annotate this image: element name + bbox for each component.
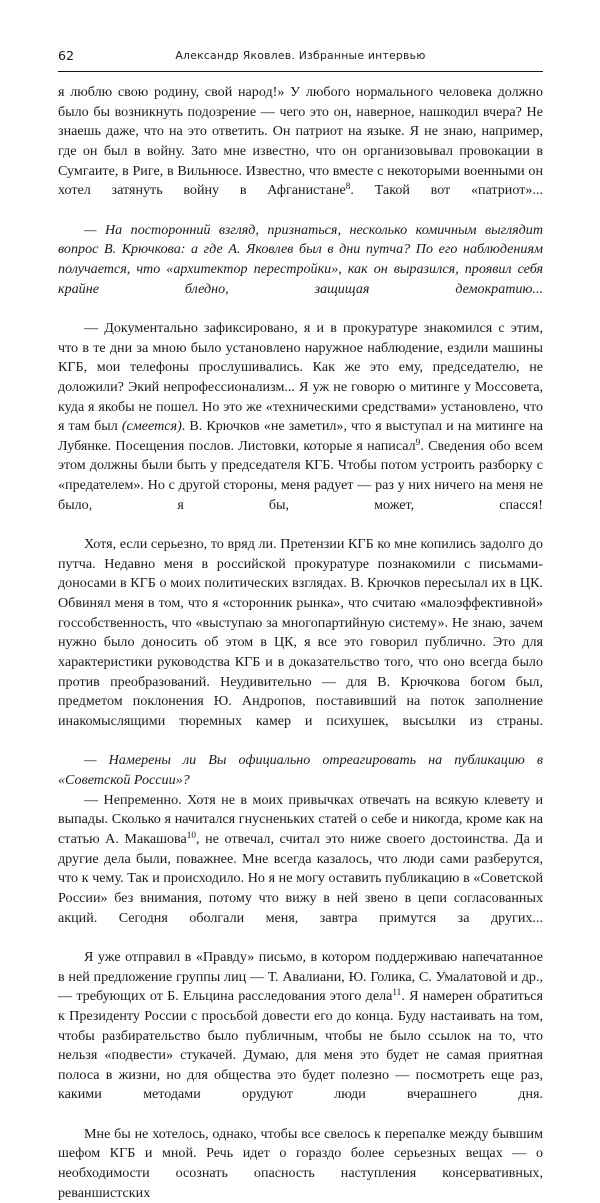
paragraph-text-tail: . Такой вот «патриот»... xyxy=(350,182,543,199)
answer-text-part-3: . Сведения обо всем этом должны были быть у председателя КГБ. Чтобы потом устроить разборку с «предателем». Но с другой стороны, меня радует — раз у них ничего на меня не было, я бы, может, спасся! xyxy=(58,437,543,513)
paragraph-answer-3 xyxy=(58,791,543,948)
paragraph-answer-1 xyxy=(58,319,543,535)
answer-text-part-1: — Документально зафиксировано, я и в прокуратуре знакомился с этим, что в те дни за мною было установлено наружное наблюдение, ездили машины КГБ, мои телефоны прослушивались. Как же это ему, председателю, не доложили? Экий непрофессионализм... Я уж не говорю о митинге у Моссовета, куда я якобы не пошел. Но это же «техническими средствами» установлено, что я там был xyxy=(58,319,543,435)
page-content xyxy=(58,48,543,1203)
answer4-text-part-1: Я уже отправил в «Правду» письмо, в котором поддерживаю напечатанное в ней предложение группы лиц — Т. Авалиани, Ю. Голика, С. Умалатовой и др., — требующих от Б. Ельцина расследования этого дела xyxy=(58,948,543,1005)
footnote-marker-8: 8 xyxy=(345,182,351,193)
footnote-marker-9: 9 xyxy=(415,437,421,448)
running-head xyxy=(58,48,543,68)
body-text-column xyxy=(58,83,543,1203)
paragraph-answer-2: Хотя, если серьезно, то вряд ли. Претензии КГБ ко мне копились задолго до путча. Недавно меня в российской прокуратуре познакомили с письмами-доносами в КГБ о моих политических взглядах. В. Крючков пересылал их в ЦК. Обвинял меня в том, что я «сторонник рынка», что считаю «малоэффективной» госсобственность, что «выступаю за многопартийную систему». Не знаю, зачем нужно было доносить об этом в ЦК, я все это говорил публично. Это для характеристики руководства КГБ и в доказательство того, что оно всегда было против преобразований. Неудивительно — для В. Крючкова богом был, предметом поклонения Ю. Андропов, поставивший на поток заполнение инакомыслящими тюремных камер и психушек, высылки из страны. xyxy=(58,536,543,729)
page-number: 62 xyxy=(58,48,75,63)
paragraph-continued xyxy=(58,83,543,221)
paragraph-question-2: — Намерены ли Вы официально отреагировать на публикацию в «Советской России»? xyxy=(58,752,543,788)
footnote-marker-10: 10 xyxy=(186,831,197,842)
footnote-marker-11: 11 xyxy=(392,988,402,999)
answer-text-part-2: . В. Крючков «не заметил», что я выступал и на митинге на Лубянке. Посещения послов. Листовки, которые я написал xyxy=(58,418,544,454)
paragraph-answer-5: Мне бы не хотелось, однако, чтобы все свелось к перепалке между бывшим шефом КГБ и мной. Речь идет о гораздо более серьезных вещах — о необходимости осознать опасность наступления консервативных, реваншистских xyxy=(58,1125,543,1201)
paragraph-question-1: — На посторонний взгляд, признаться, несколько комичным выглядит вопрос В. Крючкова: а где А. Яковлев был в дни путча? По его наблюдениям получается, что «архитектор перестройки», как он выразился, проявил себя крайне бледно, защищая демократию... xyxy=(58,221,543,297)
stage-direction: (смеется) xyxy=(121,418,182,435)
answer3-text-part-2: , не отвечал, считал это ниже своего достоинства. Да и другие дела были, поважнее. Мне всегда казалось, что люди сами разберутся, что к чему. Так и происходило. Но я не могу оставить публикацию в «Советской России» без внимания, потому что вижу в ней звено в цепи согласованных акций. Сегодня оболгали меня, завтра примутся за других... xyxy=(58,830,543,926)
answer4-text-part-2: . Я намерен обратиться к Президенту России с просьбой довести его до конца. Буду настаивать на том, чтобы разбирательство было публичным, чтобы не было ссылок на то, что нельзя «подвести» стукачей. Думаю, для меня это будет не самая приятная полоса в жизни, но для общества это будет полезно — посмотреть еще раз, какими методами орудуют люди вчерашнего дня. xyxy=(58,988,543,1103)
answer3-text-part-1: — Непременно. Хотя не в моих привычках отвечать на всякую клевету и выпады. Сколько я начитался гнусненьких статей о себе и никогда, кроме как на статью А. Макашова xyxy=(58,791,543,847)
header-divider-rule xyxy=(58,71,543,72)
paragraph-text: я люблю свою родину, свой народ!» У любого нормального человека должно было бы возникнуть подозрение — чего это он, наверное, нашкодил вчера? Не знаешь даже, что на это ответить. Он патриот на языке. Я не знаю, например, где он был в войну. Зато мне известно, что он организовывал провокации в Сумгаите, в Риге, в Вильнюсе. Известно, что вместе с некоторыми военными он хотел затянуть войну в Афганистане xyxy=(58,84,543,199)
paragraph-answer-4 xyxy=(58,948,543,1125)
running-head-title: Александр Яковлев. Избранные интервью xyxy=(175,49,426,62)
